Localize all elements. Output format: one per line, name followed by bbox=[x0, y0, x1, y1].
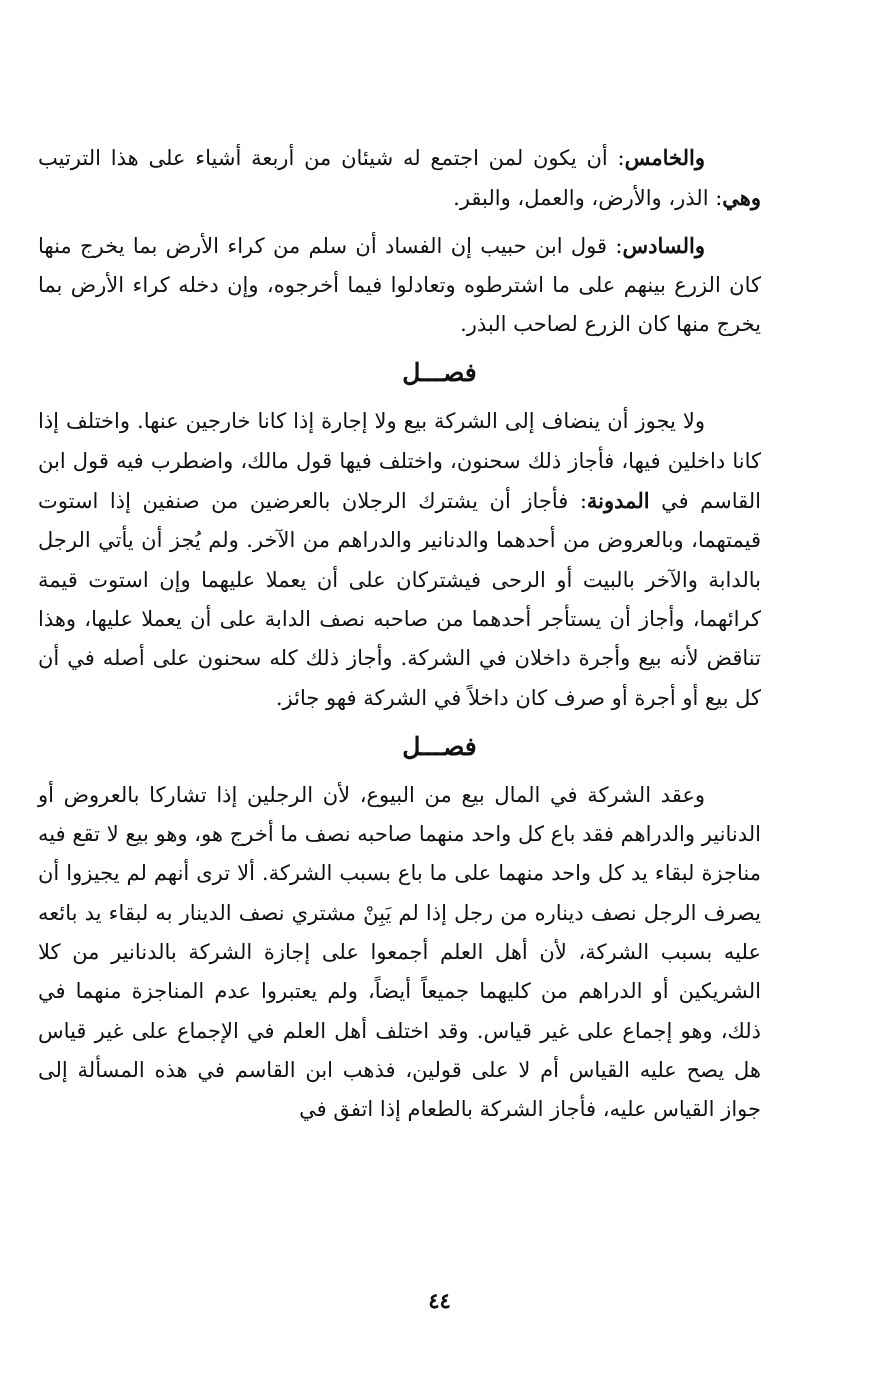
fifth-text: : أن يكون لمن اجتمع له شيئان من أربعة أشياء على هذا الترتيب bbox=[38, 146, 625, 170]
section-heading-1: فصـــل bbox=[402, 358, 477, 388]
paragraph-partnership bbox=[38, 402, 761, 717]
heading-wrap-2 bbox=[38, 718, 761, 776]
paragraph-sixth bbox=[38, 226, 761, 345]
partnership-text-2: : فأجاز أن يشترك الرجلان بالعرضين من صنفين إذا استوت قيمتهما، وبالعروض من أحدهما والدنانير والدراهم من الآخر. ولم يُجز أن يأتي الرجل بالدابة والآخر بالبيت أو الرحى فيشتركان على أن يعملا عليهما وإن استوت قيمة كرائهما، وأجاز أن يستأجر أحدهما من صاحبه نصف الدابة على أن يعملا عليها، وهذا تناقض لأنه بيع وأجرة داخلان في الشركة. وأجاز ذلك كله سحنون على أصله في أن كل بيع أو أجرة أو صرف كان داخلاً في الشركة فهو جائز. bbox=[38, 489, 761, 710]
fifth-lead: والخامس bbox=[624, 145, 705, 170]
fifth-lead-2: وهي bbox=[722, 185, 761, 211]
sixth-lead: والسادس bbox=[622, 232, 705, 258]
heading-wrap-1 bbox=[38, 344, 761, 402]
sixth-text: : قول ابن حبيب إن الفساد أن سلم من كراء الأرض بما يخرج منها كان الزرع بينهم على ما اشترطوه وتعادلوا فيما أخرجوه، وإن دخله كراء الأرض بما يخرج منها كان الزرع لصاحب البذر. bbox=[38, 233, 761, 337]
mudawwana-title: المدونة bbox=[586, 488, 650, 514]
partnership-text-1: ولا يجوز أن ينضاف إلى الشركة بيع ولا إجارة إذا كانا خارجين عنها. واختلف إذا كانا داخلين فيها، فأجاز ذلك سحنون، واختلف فيها قول مالك، واضطرب فيه قول ابن القاسم في bbox=[38, 409, 761, 514]
fifth-text-2: : الذر، والأرض، والعمل، والبقر. bbox=[453, 186, 723, 211]
paragraph-fifth bbox=[38, 138, 761, 219]
section-heading-2: فصـــل bbox=[402, 731, 477, 761]
paragraph-contract: وعقد الشركة في المال بيع من البيوع، لأن الرجلين إذا تشاركا بالعروض أو الدنانير والدراهم فقد باع كل واحد منهما صاحبه نصف ما أخرج هو، وهو بيع لا تقع فيه مناجزة لبقاء يد كل واحد منهما على ما باع بسبب الشركة. ألا ترى أنهم لم يجيزوا أن يصرف الرجل نصف ديناره من رجل إذا لم يَبِنْ مشتري نصف الدينار به لبقاء يد بائعه عليه بسبب الشركة، لأن أهل العلم أجمعوا على إجازة الشركة بالدنانير من كلا الشريكين أو الدراهم من كليهما جميعاً أيضاً، ولم يعتبروا عدم المناجزة منهما في ذلك، وهو إجماع على غير قياس. وقد اختلف أهل العلم في الإجماع على غير قياس هل يصح عليه القياس أم لا على قولين، فذهب ابن القاسم في هذه المسألة إلى جواز القياس عليه، فأجاز الشركة بالطعام إذا اتفق في bbox=[38, 782, 761, 1122]
page-number: ٤٤ bbox=[428, 1288, 451, 1313]
